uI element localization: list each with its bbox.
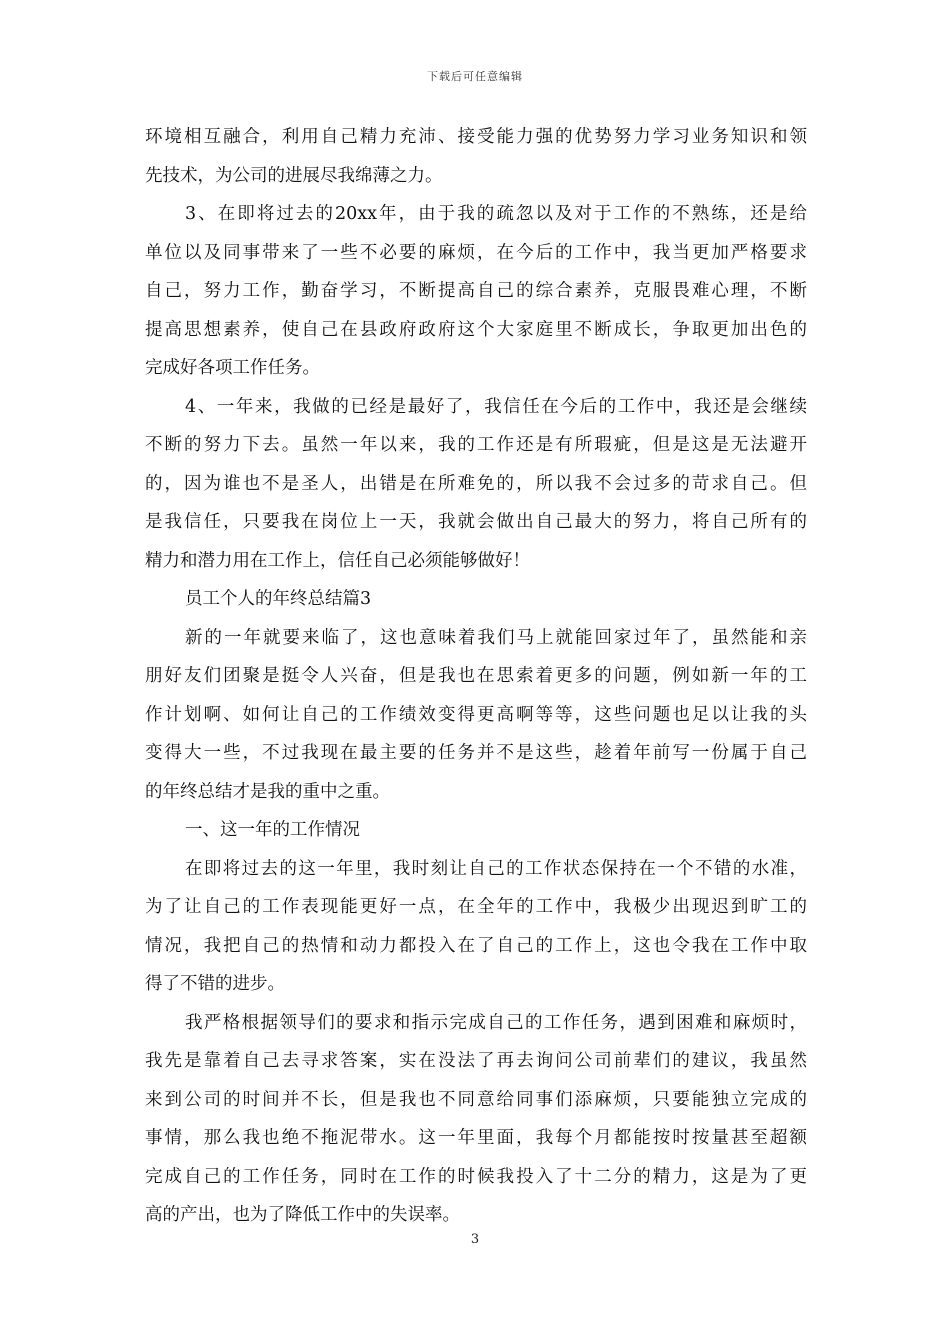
- text-line: 4、一年来，我做的已经是最好了，我信任在今后的工作中，我还是会继续: [185, 396, 807, 417]
- text-line: 我先是靠着自己去寻求答案，实在没法了再去询问公司前辈们的建议，我虽然: [145, 1051, 807, 1071]
- subsection-heading: 一、这一年的工作情况: [185, 820, 360, 840]
- text-line: 的，因为谁也不是圣人，出错是在所难免的，所以我不会过多的苛求自己。但: [145, 473, 807, 494]
- text-line: 先技术，为公司的进展尽我绵薄之力。: [145, 165, 443, 186]
- text-line: 3、在即将过去的20xx年，由于我的疏忽以及对于工作的不熟练，还是给: [185, 204, 807, 224]
- page-number: 3: [470, 1232, 480, 1247]
- text-line: 情况，我把自己的热情和动力都投入在了自己的工作上，这也令我在工作中取: [145, 935, 807, 956]
- text-line: 作计划啊、如何让自己的工作绩效变得更高啊等等，这些问题也足以让我的头: [145, 704, 807, 725]
- text-line: 朋好友们团聚是挺令人兴奋，但是我也在思索着更多的问题，例如新一年的工: [145, 666, 807, 686]
- text-line: 环境相互融合，利用自己精力充沛、接受能力强的优势努力学习业务知识和领: [145, 127, 807, 147]
- page-header: 下载后可任意编辑: [427, 70, 523, 83]
- text-line: 完成自己的工作任务，同时在工作的时候我投入了十二分的精力，这是为了更: [145, 1166, 807, 1187]
- text-line: 自己，努力工作，勤奋学习，不断提高自己的综合素养，克服畏难心理，不断: [145, 281, 807, 301]
- text-line: 完成好各项工作任务。: [145, 358, 320, 378]
- section-heading: 员工个人的年终总结篇3: [185, 589, 372, 609]
- text-line: 提高思想素养，使自己在县政府政府这个大家庭里不断成长，争取更加出色的: [145, 319, 807, 340]
- document-body: [145, 118, 807, 1235]
- text-line: 的年终总结才是我的重中之重。: [145, 781, 390, 802]
- text-line: 在即将过去的这一年里，我时刻让自己的工作状态保持在一个不错的水准，: [185, 858, 807, 879]
- text-line: 精力和潜力用在工作上，信任自己必须能够做好！: [145, 550, 530, 571]
- text-line: 为了让自己的工作表现能更好一点，在全年的工作中，我极少出现迟到旷工的: [145, 897, 807, 917]
- text-line: 变得大一些，不过我现在最主要的任务并不是这些，趁着年前写一份属于自己: [145, 743, 807, 763]
- text-line: 新的一年就要来临了，这也意味着我们马上就能回家过年了，虽然能和亲: [185, 627, 807, 648]
- text-line: 是我信任，只要我在岗位上一天，我就会做出自己最大的努力，将自己所有的: [145, 512, 807, 532]
- text-line: 不断的努力下去。虽然一年以来，我的工作还是有所瑕疵，但是这是无法避开: [145, 435, 807, 455]
- text-line: 事情，那么我也绝不拖泥带水。这一年里面，我每个月都能按时按量甚至超额: [145, 1128, 807, 1148]
- text-line: 单位以及同事带来了一些不必要的麻烦，在今后的工作中，我当更加严格要求: [145, 242, 807, 263]
- text-line: 来到公司的时间并不长，但是我也不同意给同事们添麻烦，只要能独立完成的: [145, 1089, 807, 1110]
- text-line: 高的产出，也为了降低工作中的失误率。: [145, 1205, 460, 1225]
- text-line: 得了不错的进步。: [145, 974, 285, 994]
- text-line: 我严格根据领导们的要求和指示完成自己的工作任务，遇到困难和麻烦时，: [185, 1012, 807, 1033]
